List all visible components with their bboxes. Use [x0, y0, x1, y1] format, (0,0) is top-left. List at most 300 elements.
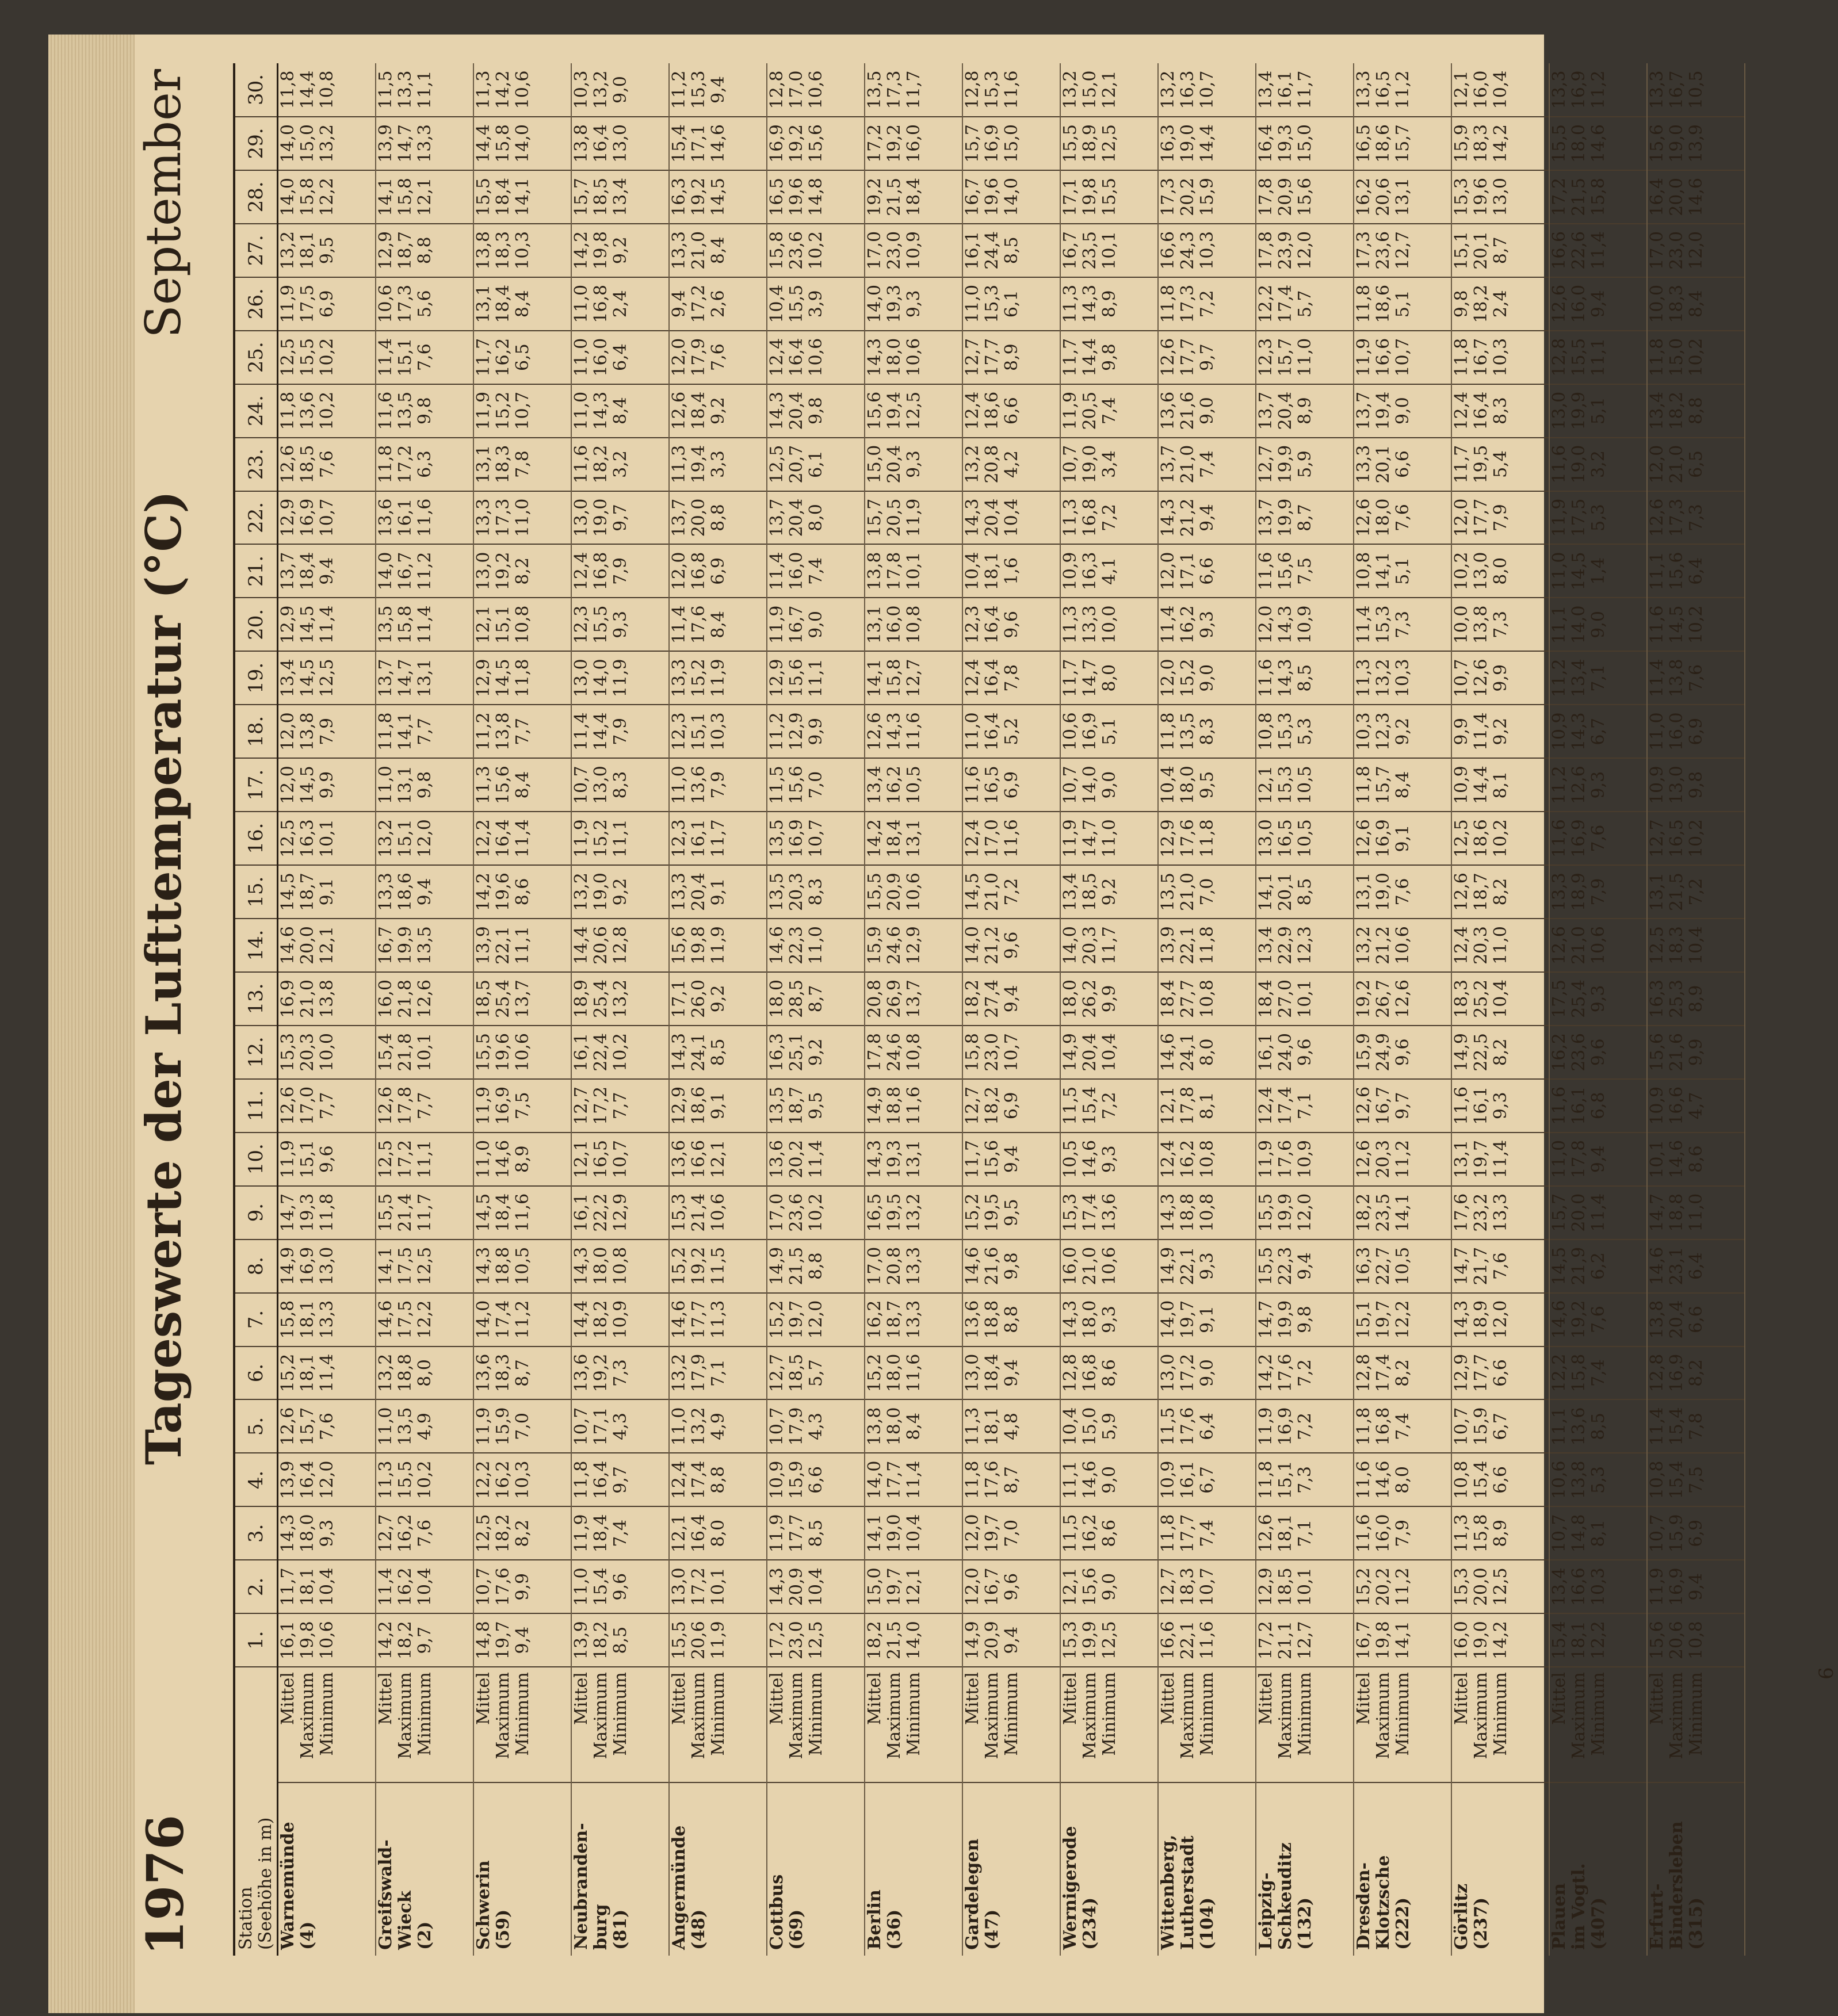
- value-maximum: 15,3: [981, 284, 1002, 323]
- value-mittel: 12,6: [1353, 819, 1374, 858]
- day-values: [1060, 1613, 1158, 1667]
- value-maximum: 22,4: [590, 1032, 611, 1072]
- value-minimum: 6,9: [317, 290, 337, 318]
- value-maximum: 16,0: [1470, 70, 1491, 109]
- day-values: [571, 812, 669, 865]
- value-minimum: 6,9: [1686, 717, 1706, 745]
- day-values: [1158, 277, 1256, 331]
- value-minimum: 10,5: [1294, 819, 1315, 858]
- station-name-line: (237): [1470, 1897, 1491, 1950]
- day-values: [1549, 1240, 1647, 1293]
- day-values: [669, 224, 767, 277]
- value-mittel: 17,8: [1255, 177, 1276, 216]
- day-header: 18.: [234, 705, 278, 758]
- value-minimum: 11,4: [512, 819, 533, 858]
- day-values: [376, 1293, 473, 1346]
- value-minimum: 14,6: [708, 124, 728, 163]
- value-mittel: 11,6: [571, 445, 591, 484]
- value-maximum: 16,8: [688, 552, 709, 591]
- value-maximum: 20,9: [1275, 177, 1296, 216]
- value-minimum: 9,3: [1490, 1092, 1511, 1120]
- value-maximum: 18,6: [981, 391, 1002, 430]
- value-minimum: 9,4: [1294, 1252, 1315, 1280]
- row-labels: [767, 1667, 865, 1782]
- value-minimum: 9,2: [805, 1038, 826, 1066]
- value-maximum: 17,4: [1275, 1086, 1296, 1125]
- value-mittel: 11,9: [473, 1086, 494, 1125]
- row-label: Maximum: [1079, 1672, 1100, 1759]
- value-maximum: 13,3: [395, 70, 415, 109]
- value-minimum: 7,8: [512, 450, 533, 478]
- value-maximum: 12,6: [1568, 766, 1589, 805]
- day-values: [473, 1133, 571, 1186]
- value-mittel: 14,0: [1157, 1300, 1178, 1339]
- day-values: [1354, 544, 1451, 598]
- value-mittel: 12,8: [962, 70, 983, 109]
- value-maximum: 21,5: [1568, 177, 1589, 216]
- value-maximum: 18,4: [688, 391, 709, 430]
- value-maximum: 13,8: [1470, 605, 1491, 644]
- day-values: [1060, 651, 1158, 705]
- value-mittel: 13,0: [1549, 391, 1569, 430]
- day-values: [278, 1346, 376, 1400]
- value-maximum: 13,3: [1079, 605, 1100, 644]
- day-values: [962, 1026, 1060, 1079]
- value-maximum: 21,0: [1177, 445, 1198, 484]
- value-maximum: 18,0: [884, 1353, 904, 1393]
- value-minimum: 12,1: [317, 926, 337, 965]
- value-maximum: 15,0: [297, 124, 318, 163]
- value-maximum: 18,2: [395, 1621, 415, 1660]
- value-maximum: 16,9: [1275, 1407, 1296, 1446]
- value-minimum: 7,6: [317, 1413, 337, 1440]
- value-maximum: 19,2: [492, 552, 513, 591]
- value-minimum: 6,5: [512, 343, 533, 372]
- value-minimum: 11,3: [708, 1300, 728, 1339]
- value-mittel: 14,9: [1451, 1032, 1472, 1072]
- day-values: [767, 1613, 865, 1667]
- value-minimum: 15,9: [1197, 177, 1217, 216]
- value-minimum: 10,7: [512, 391, 533, 430]
- day-values: [1451, 170, 1549, 224]
- value-minimum: 8,2: [1392, 1359, 1413, 1387]
- value-mittel: 16,9: [278, 980, 298, 1018]
- day-values: [1256, 1240, 1354, 1293]
- day-values: [376, 224, 473, 277]
- value-mittel: 12,0: [668, 552, 689, 591]
- day-values: [1158, 1346, 1256, 1400]
- day-values: [1256, 277, 1354, 331]
- value-mittel: 15,5: [864, 873, 885, 911]
- day-values: [669, 117, 767, 170]
- day-values: [1549, 1613, 1647, 1667]
- value-maximum: 18,8: [981, 1300, 1002, 1339]
- value-mittel: 12,0: [1451, 498, 1472, 537]
- value-maximum: 20,8: [981, 445, 1002, 484]
- day-values: [669, 384, 767, 438]
- row-label: Minimum: [708, 1672, 728, 1756]
- day-header: 1.: [234, 1613, 278, 1667]
- value-mittel: 12,6: [668, 391, 689, 430]
- row-label: Mittel: [473, 1672, 494, 1725]
- row-label: Maximum: [884, 1672, 904, 1759]
- value-minimum: 9,3: [1197, 611, 1217, 638]
- day-values: [767, 1399, 865, 1453]
- value-mittel: 12,8: [1060, 1353, 1080, 1393]
- value-minimum: 7,0: [1197, 878, 1217, 906]
- value-maximum: 19,7: [981, 1514, 1002, 1553]
- value-mittel: 18,0: [766, 980, 787, 1018]
- value-minimum: 11,0: [805, 926, 826, 965]
- value-mittel: 11,6: [1549, 819, 1569, 858]
- day-values: [278, 812, 376, 865]
- value-mittel: 11,8: [1255, 1460, 1276, 1499]
- day-values: [473, 865, 571, 919]
- value-minimum: 7,4: [805, 557, 826, 585]
- value-maximum: 16,9: [1373, 819, 1393, 858]
- value-maximum: 15,8: [492, 124, 513, 163]
- day-values: [1354, 1133, 1451, 1186]
- value-mittel: 12,0: [1157, 552, 1178, 591]
- day-values: [1647, 117, 1745, 170]
- value-maximum: 13,0: [1666, 766, 1687, 805]
- day-values: [1354, 1026, 1451, 1079]
- value-minimum: 13,1: [1392, 177, 1413, 216]
- value-minimum: 11,2: [1392, 1139, 1413, 1179]
- day-values: [1451, 63, 1549, 117]
- day-values: [1647, 812, 1745, 865]
- value-maximum: 16,2: [1177, 605, 1198, 644]
- value-mittel: 13,0: [571, 659, 591, 698]
- value-minimum: 8,7: [805, 985, 826, 1013]
- value-mittel: 11,9: [1255, 1407, 1276, 1446]
- day-values: [1451, 1560, 1549, 1613]
- value-mittel: 18,2: [1353, 1193, 1374, 1232]
- value-minimum: 11,6: [512, 1193, 533, 1232]
- value-minimum: 9,9: [1099, 985, 1119, 1013]
- value-minimum: 7,2: [1294, 1359, 1315, 1387]
- value-minimum: 10,8: [512, 605, 533, 644]
- row-label: Maximum: [688, 1672, 709, 1759]
- value-maximum: 16,8: [590, 552, 611, 591]
- day-values: [1158, 972, 1256, 1026]
- day-values: [473, 1346, 571, 1400]
- value-minimum: 10,9: [1294, 1139, 1315, 1179]
- value-minimum: 6,7: [1588, 717, 1608, 745]
- value-minimum: 7,2: [1099, 504, 1119, 531]
- value-minimum: 11,6: [414, 498, 435, 537]
- value-minimum: 14,4: [1197, 124, 1217, 163]
- day-values: [865, 1453, 962, 1506]
- value-minimum: 9,0: [1197, 1359, 1217, 1387]
- value-minimum: 9,1: [317, 878, 337, 906]
- value-minimum: 11,7: [903, 70, 924, 109]
- value-minimum: 12,0: [1686, 231, 1706, 270]
- value-maximum: 23,0: [884, 231, 904, 270]
- value-minimum: 9,3: [1099, 1306, 1119, 1333]
- value-mittel: 12,7: [1646, 819, 1667, 858]
- value-maximum: 19,6: [981, 177, 1002, 216]
- day-values: [571, 972, 669, 1026]
- station-name-line: (48): [688, 1909, 709, 1950]
- value-maximum: 15,9: [1470, 1407, 1491, 1446]
- day-values: [473, 331, 571, 384]
- value-minimum: 4,7: [1686, 1092, 1706, 1120]
- station-row: [1060, 63, 1158, 1956]
- value-mittel: 19,2: [1353, 980, 1374, 1018]
- value-mittel: 13,9: [278, 1460, 298, 1499]
- value-minimum: 10,4: [1490, 980, 1511, 1018]
- value-mittel: 10,9: [766, 1460, 787, 1499]
- value-mittel: 14,1: [1255, 873, 1276, 911]
- value-mittel: 10,7: [473, 1567, 494, 1606]
- temperature-table: [233, 63, 1745, 1956]
- day-values: [1549, 812, 1647, 865]
- value-mittel: 16,2: [1353, 177, 1374, 216]
- day-values: [1549, 544, 1647, 598]
- value-mittel: 14,0: [962, 926, 983, 965]
- value-minimum: 11,6: [903, 1086, 924, 1125]
- value-minimum: 11,4: [1588, 231, 1608, 270]
- value-minimum: 6,9: [1001, 1092, 1022, 1120]
- row-labels: [1158, 1667, 1256, 1782]
- value-mittel: 14,0: [278, 124, 298, 163]
- day-values: [1549, 1026, 1647, 1079]
- value-maximum: 14,8: [1568, 1514, 1589, 1553]
- day-values: [1647, 651, 1745, 705]
- day-values: [1256, 544, 1354, 598]
- value-mittel: 16,6: [1157, 1621, 1178, 1660]
- value-mittel: 12,9: [766, 659, 787, 698]
- value-maximum: 17,6: [981, 1460, 1002, 1499]
- day-values: [1354, 491, 1451, 545]
- value-mittel: 16,3: [1157, 124, 1178, 163]
- day-values: [1647, 544, 1745, 598]
- day-values: [278, 1399, 376, 1453]
- value-mittel: 14,9: [962, 1621, 983, 1660]
- value-maximum: 19,7: [1177, 1300, 1198, 1339]
- value-mittel: 10,5: [1060, 1139, 1080, 1179]
- day-values: [1354, 865, 1451, 919]
- value-minimum: 8,9: [1490, 1519, 1511, 1547]
- value-minimum: 7,6: [1588, 1306, 1608, 1333]
- day-values: [376, 1133, 473, 1186]
- value-minimum: 13,2: [610, 980, 631, 1018]
- value-maximum: 23,6: [1568, 1032, 1589, 1072]
- value-mittel: 15,6: [864, 391, 885, 430]
- value-mittel: 15,5: [1060, 124, 1080, 163]
- day-values: [669, 1346, 767, 1400]
- day-values: [767, 63, 865, 117]
- value-mittel: 13,9: [473, 926, 494, 965]
- value-maximum: 15,6: [786, 659, 807, 698]
- value-maximum: 21,2: [1177, 498, 1198, 537]
- value-minimum: 10,2: [805, 231, 826, 270]
- value-minimum: 9,4: [1001, 985, 1022, 1013]
- value-minimum: 7,1: [708, 1359, 728, 1387]
- value-maximum: 19,2: [786, 124, 807, 163]
- day-values: [376, 491, 473, 545]
- value-minimum: 6,1: [1001, 290, 1022, 318]
- value-maximum: 15,1: [297, 1139, 318, 1179]
- value-maximum: 21,9: [1568, 1246, 1589, 1286]
- day-values: [1158, 491, 1256, 545]
- day-values: [1549, 1453, 1647, 1506]
- day-values: [376, 438, 473, 491]
- value-minimum: 10,2: [805, 1193, 826, 1232]
- value-maximum: 18,0: [884, 1407, 904, 1446]
- value-minimum: 10,3: [1490, 338, 1511, 377]
- day-values: [1060, 1026, 1158, 1079]
- day-values: [473, 972, 571, 1026]
- value-mittel: 13,3: [1353, 445, 1374, 484]
- day-values: [1549, 117, 1647, 170]
- day-values: [376, 544, 473, 598]
- value-minimum: 6,6: [805, 1466, 826, 1494]
- month: September: [135, 69, 192, 338]
- value-minimum: 9,1: [1197, 1306, 1217, 1333]
- row-labels: [1549, 1667, 1647, 1782]
- value-mittel: 15,3: [1060, 1193, 1080, 1232]
- value-maximum: 19,9: [1275, 498, 1296, 537]
- value-mittel: 18,5: [473, 980, 494, 1018]
- day-values: [1451, 117, 1549, 170]
- value-minimum: 10,8: [1197, 980, 1217, 1018]
- value-minimum: 12,5: [903, 391, 924, 430]
- day-header: 7.: [234, 1293, 278, 1346]
- value-mittel: 16,2: [1549, 1032, 1569, 1072]
- day-values: [962, 438, 1060, 491]
- value-mittel: 13,2: [375, 819, 396, 858]
- value-mittel: 13,8: [864, 1407, 885, 1446]
- day-values: [376, 1399, 473, 1453]
- value-maximum: 17,2: [590, 1086, 611, 1125]
- day-values: [1647, 277, 1745, 331]
- value-minimum: 10,6: [512, 70, 533, 109]
- value-maximum: 17,3: [492, 498, 513, 537]
- value-minimum: 12,0: [1490, 1300, 1511, 1339]
- value-mittel: 15,0: [864, 1567, 885, 1606]
- day-values: [1647, 1346, 1745, 1400]
- value-maximum: 18,0: [590, 1246, 611, 1286]
- value-maximum: 14,7: [395, 124, 415, 163]
- value-mittel: 12,6: [1353, 498, 1374, 537]
- day-values: [865, 170, 962, 224]
- value-minimum: 9,1: [1392, 824, 1413, 852]
- value-mittel: 15,2: [278, 1353, 298, 1393]
- value-mittel: 15,4: [375, 1032, 396, 1072]
- value-maximum: 14,6: [1373, 1460, 1393, 1499]
- value-maximum: 18,0: [1079, 1300, 1100, 1339]
- value-minimum: 9,2: [708, 985, 728, 1013]
- value-mittel: 11,8: [1353, 284, 1374, 323]
- value-minimum: 9,0: [1197, 397, 1217, 424]
- value-maximum: 20,9: [884, 873, 904, 911]
- value-maximum: 18,9: [1470, 1300, 1491, 1339]
- value-minimum: 11,4: [317, 605, 337, 644]
- value-maximum: 18,1: [297, 1353, 318, 1393]
- value-mittel: 11,0: [571, 391, 591, 430]
- day-header: 10.: [234, 1133, 278, 1186]
- value-mittel: 13,6: [473, 1353, 494, 1393]
- day-values: [865, 63, 962, 117]
- value-mittel: 17,0: [864, 1246, 885, 1286]
- row-label: Minimum: [903, 1672, 924, 1756]
- day-values: [571, 384, 669, 438]
- value-maximum: 18,8: [1666, 1193, 1687, 1232]
- value-minimum: 9,6: [1392, 1038, 1413, 1066]
- value-maximum: 14,5: [297, 605, 318, 644]
- value-minimum: 11,2: [1392, 70, 1413, 109]
- value-maximum: 18,7: [297, 873, 318, 911]
- value-mittel: 10,2: [1451, 552, 1472, 591]
- value-maximum: 17,6: [1275, 1353, 1296, 1393]
- value-minimum: 11,4: [1490, 1139, 1511, 1179]
- value-minimum: 9,8: [414, 771, 435, 799]
- day-values: [1647, 598, 1745, 651]
- value-maximum: 25,1: [786, 1032, 807, 1072]
- day-values: [571, 1399, 669, 1453]
- value-mittel: 13,1: [1646, 873, 1667, 911]
- value-mittel: 12,4: [668, 1460, 689, 1499]
- day-values: [571, 438, 669, 491]
- value-minimum: 13,3: [903, 1300, 924, 1339]
- station-name-line: (407): [1588, 1897, 1608, 1950]
- value-mittel: 18,9: [571, 980, 591, 1018]
- value-mittel: 13,2: [1060, 70, 1080, 109]
- value-maximum: 18,1: [1568, 1621, 1589, 1660]
- day-values: [1060, 705, 1158, 758]
- value-maximum: 14,3: [1275, 605, 1296, 644]
- day-values: [669, 491, 767, 545]
- day-values: [1060, 438, 1158, 491]
- day-values: [865, 491, 962, 545]
- value-mittel: 13,7: [278, 552, 298, 591]
- day-values: [376, 598, 473, 651]
- value-minimum: 10,9: [1294, 605, 1315, 644]
- value-minimum: 8,9: [1294, 397, 1315, 424]
- value-maximum: 18,5: [297, 445, 318, 484]
- value-maximum: 16,9: [981, 124, 1002, 163]
- value-minimum: 14,1: [512, 177, 533, 216]
- value-minimum: 10,8: [903, 1032, 924, 1072]
- value-minimum: 13,3: [1490, 1193, 1511, 1232]
- value-maximum: 20,4: [1666, 1300, 1687, 1339]
- value-mittel: 11,7: [1060, 338, 1080, 377]
- value-maximum: 19,5: [884, 1193, 904, 1232]
- day-values: [767, 491, 865, 545]
- value-minimum: 8,7: [512, 1359, 533, 1387]
- day-values: [1647, 438, 1745, 491]
- value-maximum: 18,4: [492, 177, 513, 216]
- value-mittel: 13,0: [1157, 1353, 1178, 1393]
- day-values: [1060, 1293, 1158, 1346]
- day-values: [1256, 919, 1354, 972]
- day-values: [962, 1240, 1060, 1293]
- day-values: [1647, 491, 1745, 545]
- value-minimum: 2,4: [1490, 290, 1511, 318]
- value-minimum: 11,4: [317, 1353, 337, 1393]
- value-minimum: 11,0: [1490, 926, 1511, 965]
- value-minimum: 8,2: [512, 557, 533, 585]
- value-mittel: 14,5: [278, 873, 298, 911]
- row-label: Maximum: [1666, 1672, 1687, 1759]
- value-mittel: 12,9: [375, 231, 396, 270]
- value-mittel: 10,4: [962, 552, 983, 591]
- value-minimum: 7,1: [1294, 1092, 1315, 1120]
- value-minimum: 14,1: [1392, 1193, 1413, 1232]
- day-values: [1354, 705, 1451, 758]
